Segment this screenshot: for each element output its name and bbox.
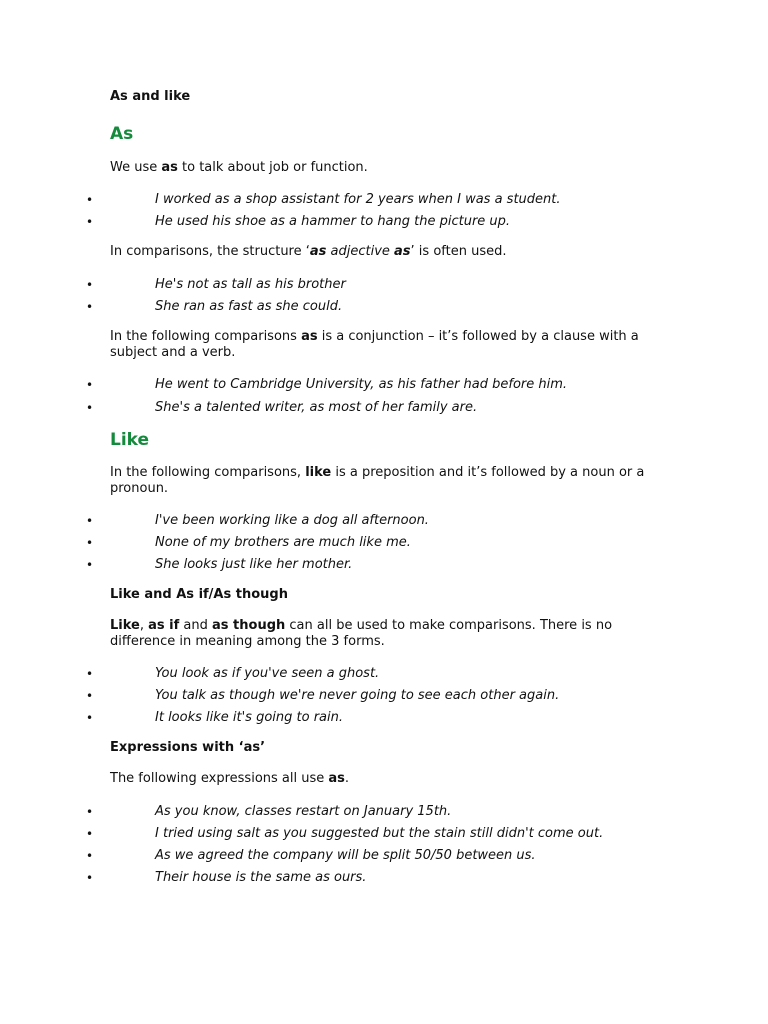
paragraph-segment: In comparisons, the structure ‘ [110,244,310,259]
paragraph-segment: , [139,618,149,633]
as-structure-paragraph [110,244,670,260]
example-sentence: I've been working like a dog all afternoon. [155,513,429,528]
example-sentence: None of my brothers are much like me. [155,535,411,550]
example-sentence: As we agreed the company will be split 50/50 between us. [155,848,536,863]
list-item [0,276,768,294]
as-intro-paragraph [110,160,670,176]
paragraph-segment: We use [110,160,162,175]
example-sentence: He used his shoe as a hammer to hang the picture up. [155,214,511,229]
paragraph-segment: as [301,329,318,344]
paragraph-segment: as [309,244,327,259]
example-sentence: She's a talented writer, as most of her family are. [155,400,478,415]
list-item [0,191,768,209]
example-sentence: She ran as fast as she could. [155,299,343,314]
bullet-icon: • [86,689,94,703]
paragraph-segment: and [179,618,213,633]
expressions-paragraph [110,771,670,787]
paragraph-segment: as if [148,618,180,633]
heading-like: Like [110,430,150,450]
list-item [0,376,768,394]
as-conjunction-paragraph [110,329,670,361]
as-if-paragraph [110,618,670,650]
example-sentence: As you know, classes restart on January 15th. [155,804,452,819]
paragraph-segment: as though [212,618,286,633]
bullet-icon: • [86,193,94,207]
heading-expressions-with-as: Expressions with ‘as’ [110,740,266,755]
example-sentence: He's not as tall as his brother [155,277,346,292]
paragraph-segment: The following expressions all use [110,771,329,786]
list-item [0,869,768,887]
list-item [0,534,768,552]
list-item [0,709,768,727]
example-sentence: You look as if you've seen a ghost. [155,666,380,681]
paragraph-segment: In the following comparisons, [110,465,306,480]
bullet-icon: • [86,215,94,229]
list-item [0,665,768,683]
bullet-icon: • [86,849,94,863]
paragraph-segment: as [328,771,345,786]
like-preposition-paragraph [110,465,670,497]
paragraph-segment: like [305,465,332,480]
example-sentence: Their house is the same as ours. [155,870,367,885]
bullet-icon: • [86,667,94,681]
list-item [0,847,768,865]
list-item [0,399,768,417]
document-title: As and like [110,89,191,104]
list-item [0,556,768,574]
bullet-icon: • [86,711,94,725]
list-item [0,298,768,316]
example-sentence: He went to Cambridge University, as his father had before him. [155,377,568,392]
paragraph-segment: is a conjunction – it’s followed by a clause with a subject and a verb. [110,329,639,360]
bullet-icon: • [86,300,94,314]
bullet-icon: • [86,536,94,550]
example-sentence: She looks just like her mother. [155,557,353,572]
heading-as: As [110,124,134,144]
bullet-icon: • [86,514,94,528]
paragraph-segment: as [161,160,178,175]
list-item [0,825,768,843]
list-item [0,803,768,821]
list-item [0,213,768,231]
paragraph-segment: is a preposition and it’s followed by a noun or a pronoun. [110,465,645,496]
paragraph-segment: Like [110,618,140,633]
paragraph-segment: In the following comparisons [110,329,302,344]
list-item [0,512,768,530]
bullet-icon: • [86,401,94,415]
list-item [0,687,768,705]
bullet-icon: • [86,827,94,841]
heading-as-if-as-though: Like and As if/As though [110,587,288,602]
example-sentence: I tried using salt as you suggested but the stain still didn't come out. [155,826,604,841]
example-sentence: It looks like it's going to rain. [155,710,344,725]
bullet-icon: • [86,805,94,819]
example-sentence: You talk as though we're never going to see each other again. [155,688,560,703]
bullet-icon: • [86,558,94,572]
paragraph-segment: adjective [326,244,395,259]
bullet-icon: • [86,378,94,392]
example-sentence: I worked as a shop assistant for 2 years when I was a student. [155,192,561,207]
paragraph-segment: ’ is often used. [410,244,507,259]
bullet-icon: • [86,278,94,292]
paragraph-segment: . [344,771,350,786]
paragraph-segment: can all be used to make comparisons. There is no difference in meaning among the 3 forms. [110,618,613,649]
bullet-icon: • [86,871,94,885]
paragraph-segment: as [394,244,411,259]
paragraph-segment: to talk about job or function. [177,160,368,175]
